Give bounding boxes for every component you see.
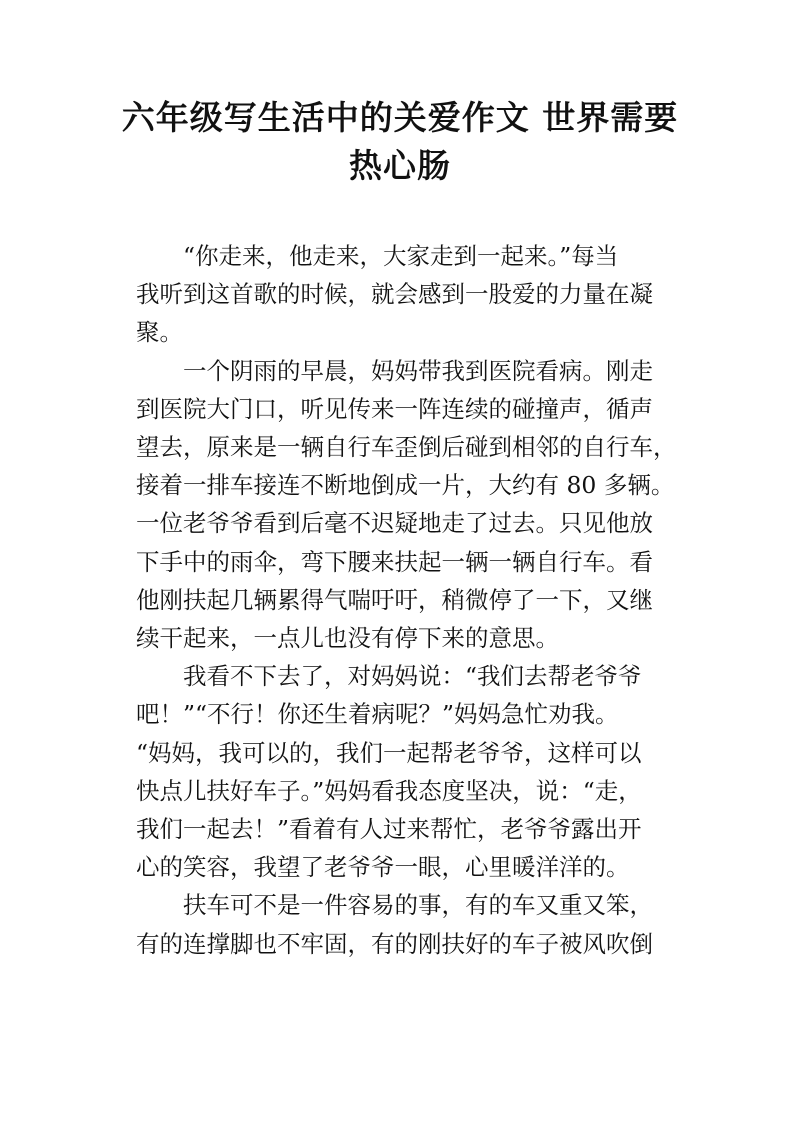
- text-line: 扶车可不是一件容易的事，有的车又重又笨，: [183, 891, 653, 920]
- text-line: 聚。: [136, 318, 183, 347]
- text-line: 下手中的雨伞，弯下腰来扶起一辆一辆自行车。看: [136, 547, 653, 576]
- text-line: 到医院大门口，听见传来一阵连续的碰撞声，循声: [136, 394, 653, 423]
- text-line: “妈妈，我可以的，我们一起帮老爷爷，这样可以: [136, 738, 642, 767]
- document-title: [120, 94, 680, 190]
- text-line: 望去，原来是一辆自行车歪倒后碰到相邻的自行车，: [136, 433, 677, 462]
- paragraph: [136, 352, 676, 658]
- text-line: 一位老爷爷看到后毫不迟疑地走了过去。只见他放: [136, 509, 653, 538]
- text-line: 吧！”“不行！你还生着病呢？”妈妈急忙劝我。: [136, 700, 619, 729]
- paragraph: [136, 886, 676, 962]
- text-line: 快点儿扶好车子。”妈妈看我态度坚决，说：“走，: [136, 776, 642, 805]
- text-line: 我看不下去了，对妈妈说：“我们去帮老爷爷: [183, 662, 642, 691]
- text-line: 我听到这首歌的时候，就会感到一股爱的力量在凝: [136, 280, 653, 309]
- title-line: 热心肠: [349, 146, 451, 185]
- paragraph: [136, 237, 676, 352]
- text-line: 他刚扶起几辆累得气喘吁吁，稍微停了一下，又继: [136, 585, 653, 614]
- text-line: 有的连撑脚也不牢固，有的刚扶好的车子被风吹倒: [136, 929, 653, 958]
- title-line: 六年级写生活中的关爱作文 世界需要: [121, 98, 679, 137]
- text-line: 接着一排车接连不断地倒成一片，大约有 80 多辆。: [136, 471, 675, 500]
- text-line: “你走来，他走来，大家走到一起来。”每当: [183, 242, 619, 270]
- text-line: 我们一起去！”看着有人过来帮忙，老爷爷露出开: [136, 815, 642, 844]
- text-line: 心的笑容，我望了老爷爷一眼，心里暖洋洋的。: [136, 853, 630, 882]
- text-line: 一个阴雨的早晨，妈妈带我到医院看病。刚走: [183, 356, 653, 385]
- paragraph: [136, 657, 676, 886]
- text-line: 续干起来，一点儿也没有停下来的意思。: [136, 624, 559, 653]
- document-body: [136, 237, 676, 963]
